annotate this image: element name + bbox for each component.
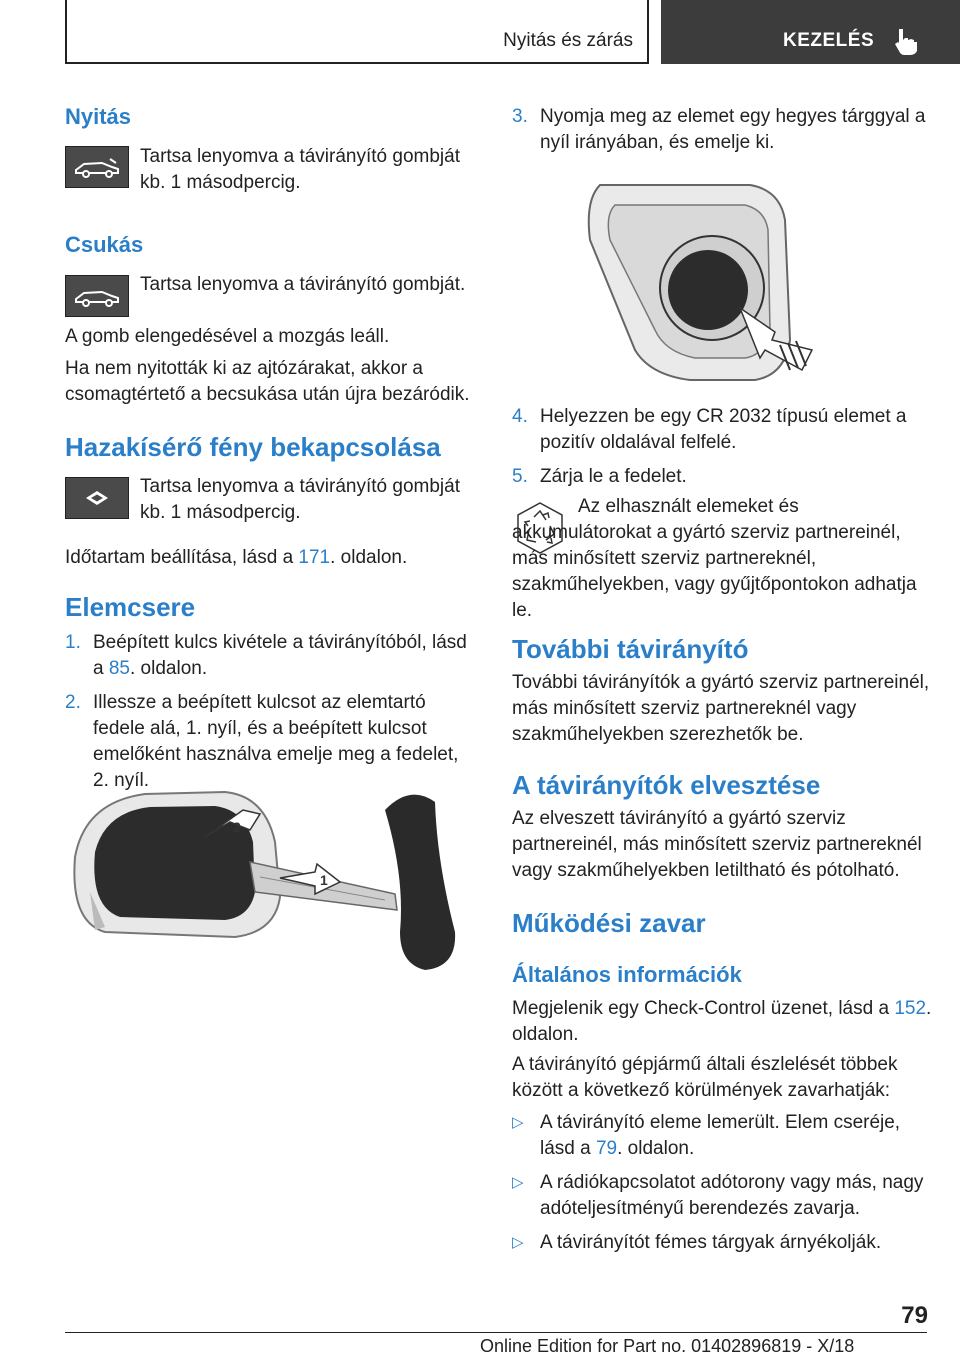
step-text: Nyomja meg az elemet egy hegyes tárggyal a nyíl irányában, és emelje ki. [540, 106, 926, 153]
header-chapter-box [661, 0, 960, 64]
duration-page-link[interactable]: 171 [298, 547, 331, 568]
page-number: 79 [901, 1302, 928, 1329]
heading-lost-remote: A távirányítók elvesztése [512, 770, 821, 800]
header-chapter-title: KEZELÉS [783, 30, 875, 51]
header-bar [65, 0, 960, 64]
open-instructions: Tartsa lenyomva a távirányító gombját kb. 1 másodpercig. [140, 146, 460, 193]
step-text-suffix: . oldalon. [130, 658, 208, 679]
list-item [65, 690, 475, 794]
triangle-bullet-icon: ▷ [512, 1114, 524, 1131]
bullet-page-link[interactable]: 79 [595, 1138, 618, 1159]
step-number: 1. [65, 632, 81, 653]
duration-note [65, 545, 475, 571]
step-number: 3. [512, 106, 528, 127]
interference-list [512, 1110, 932, 1264]
step-number: 2. [65, 692, 81, 713]
header-section-title: Nyitás és zárás [503, 30, 633, 51]
relock-note: Ha nem nyitották ki az ajtózárakat, akkor a csomagtértető a becsukása után újra bezáródik. [65, 358, 470, 405]
battery-steps-list-continued [512, 104, 932, 164]
battery-steps-list-final [512, 404, 932, 498]
list-item [512, 1230, 932, 1256]
footer-rule [65, 1332, 927, 1333]
recycle-note [512, 494, 932, 624]
bullet-text: A rádiókapcsolatot adótorony vagy más, nagy adóteljesítményű berendezés zavarja. [540, 1172, 924, 1219]
close-instructions: Tartsa lenyomva a távirányító gombját. [140, 274, 466, 295]
light-button-icon [65, 477, 129, 519]
bullet-suffix: . oldalon. [617, 1138, 695, 1159]
heading-extra-remote: További távirányító [512, 634, 749, 664]
triangle-bullet-icon: ▷ [512, 1234, 524, 1251]
key-removal-illustration [65, 782, 475, 982]
tailgate-button-icon [65, 146, 129, 188]
list-item [512, 464, 932, 490]
duration-prefix: Időtartam beállítása, lásd a [65, 547, 299, 568]
triangle-bullet-icon: ▷ [512, 1174, 524, 1191]
battery-removal-illustration [580, 180, 840, 385]
svg-text:1: 1 [320, 872, 328, 888]
list-item [65, 630, 475, 682]
svg-text:2: 2 [233, 819, 241, 835]
step-text: Zárja le a fedelet. [540, 466, 687, 487]
cc-suffix: . oldalon. [512, 998, 932, 1045]
step-page-link[interactable]: 85 [108, 658, 130, 679]
heading-welcome-light: Hazakísérő fény bekapcsolása [65, 432, 441, 462]
interference-note: A távirányító gépjármű általi észlelését többek között a következő körülmények zavarhatják: [512, 1054, 898, 1101]
duration-suffix: . oldalon. [330, 547, 408, 568]
check-control-note [512, 996, 932, 1048]
step-text-prefix: Beépített kulcs kivétele a távirányítóból, lásd a [93, 632, 467, 679]
cc-page-link[interactable]: 152 [894, 998, 927, 1019]
bullet-prefix: A távirányító eleme lemerült. Elem cseréje, lásd a [540, 1112, 901, 1159]
battery-steps-list [65, 630, 475, 802]
list-item [512, 404, 932, 456]
step-text: Helyezzen be egy CR 2032 típusú elemet a pozitív oldalával felfelé. [540, 406, 907, 453]
tailgate-close-button-icon [65, 275, 129, 317]
light-instructions: Tartsa lenyomva a távirányító gombját kb. 1 másodpercig. [140, 476, 460, 523]
list-item [512, 1170, 932, 1222]
recycle-note-text: Az elhasznált elemeket és akkumulátorokat a gyártó szerviz partnereinél, más minősített szerviz partnereknél, szakműhelyekben, vagy gyűjtőpontokon adhatja le. [512, 496, 917, 621]
heading-general-info: Általános információk [512, 962, 742, 987]
release-note: A gomb elengedésével a mozgás leáll. [65, 326, 390, 347]
heading-open: Nyitás [65, 104, 132, 129]
cc-prefix: Megjelenik egy Check-Control üzenet, lásd a [512, 998, 895, 1019]
bullet-text: A távirányítót fémes tárgyak árnyékolják. [540, 1232, 882, 1253]
step-number: 4. [512, 406, 528, 427]
heading-malfunction: Működési zavar [512, 908, 706, 938]
hand-pointer-icon [893, 26, 919, 56]
heading-close: Csukás [65, 232, 144, 257]
heading-battery-change: Elemcsere [65, 592, 196, 622]
step-text: Illessze a beépített kulcsot az elemtartó fedele alá, 1. nyíl, és a beépített kulcsot emelőként használva emelje meg a fedelet, 2. nyíl. [93, 692, 459, 791]
header-section-box [65, 0, 649, 64]
footer-edition: Online Edition for Part no. 01402896819 - X/18 [480, 1336, 855, 1356]
extra-remote-text: További távirányítók a gyártó szerviz partnereinél, más minősített szerviz partnereknél vagy szakműhelyekben szerezhetők be. [512, 672, 930, 745]
list-item [512, 1110, 932, 1162]
list-item [512, 104, 932, 156]
lost-remote-text: Az elveszett távirányító a gyártó szerviz partnereinél, más minősített szerviz partnereknél vagy szakműhelyekben letiltható és pótolható. [512, 808, 922, 881]
step-number: 5. [512, 466, 528, 487]
